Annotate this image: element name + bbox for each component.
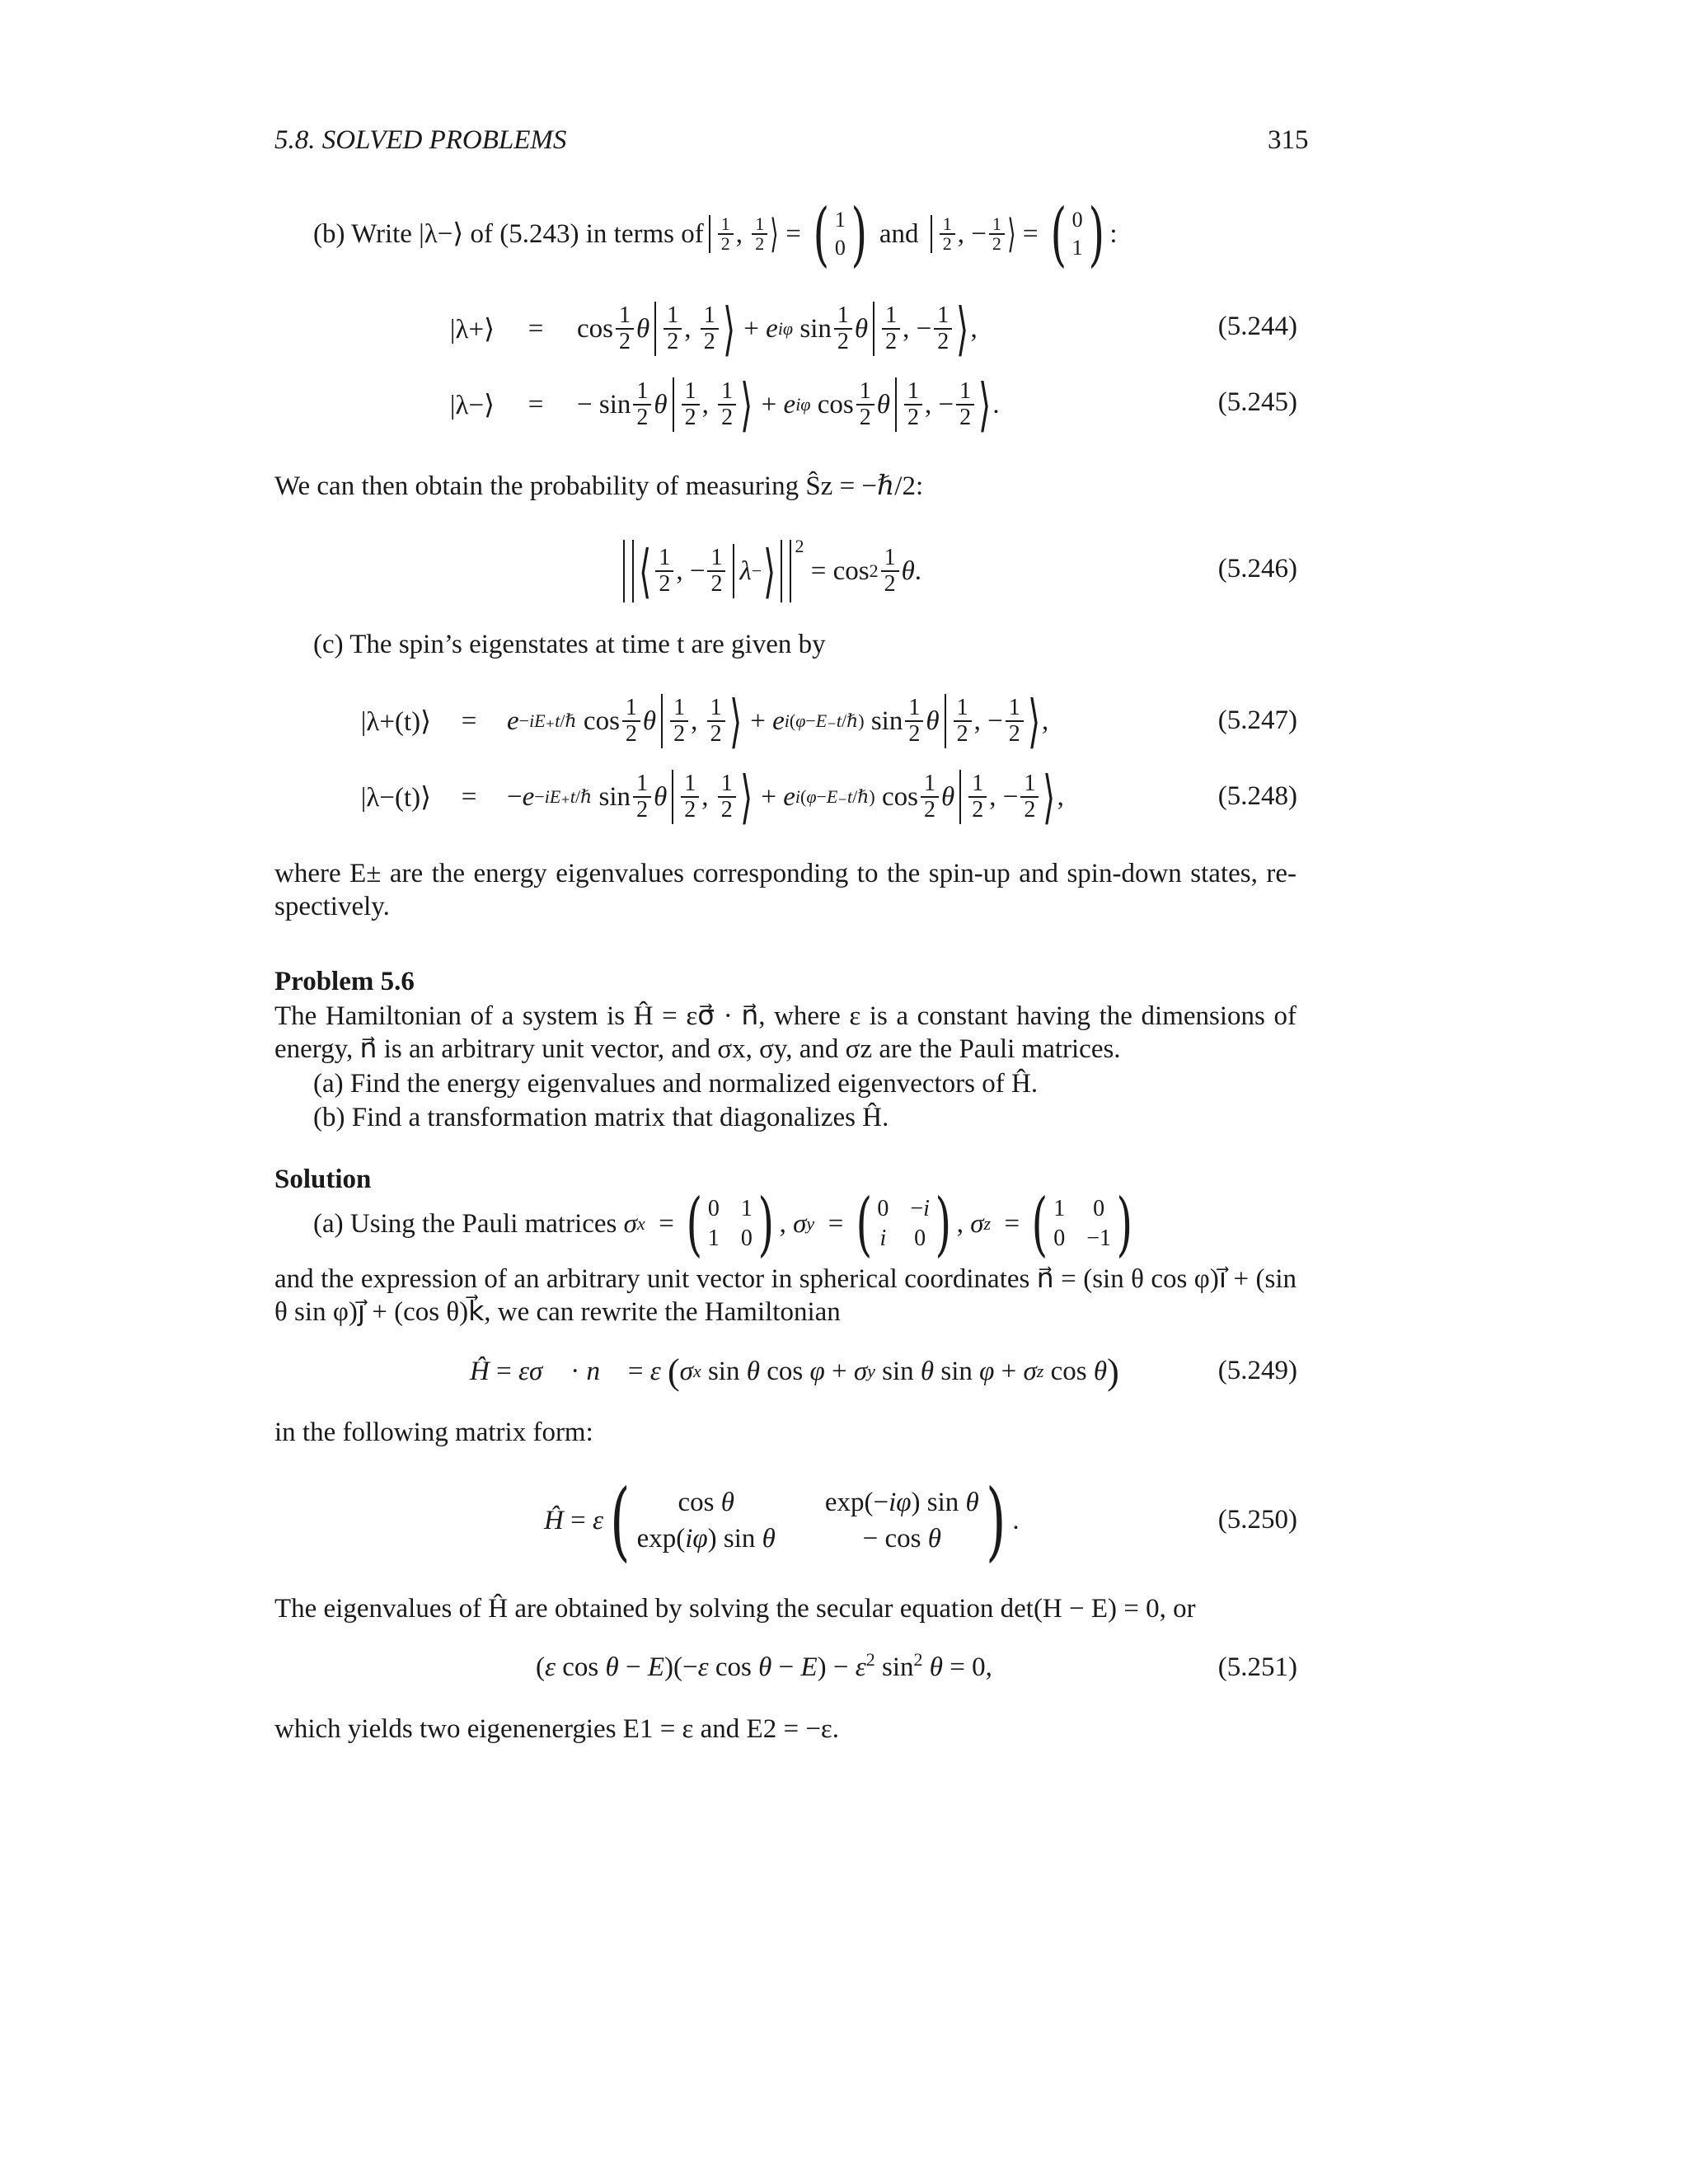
yields-text: which yields two eigenenergies E1 = ε and E2 = −ε. xyxy=(274,1714,840,1744)
eigenvalue-text: The eigenvalues of Ĥ are obtained by solving the secular equation det(H − E) = 0, or xyxy=(274,1594,1196,1624)
equation-5-249: Ĥ = ε σ⃗ · n⃗ = ε ( σ x sin θ cos φ + σ y sin θ sin φ + σ z cos θ ) xyxy=(470,1351,1119,1392)
eq-5-244-number: (5.244) xyxy=(1217,312,1297,341)
equation-5-251: (ε cos θ − E)(−ε $\cos \theta - E) - \varepsilon^2$ $\sin^2 \theta = 0$, xyxy=(536,1649,992,1682)
running-head: 5.8. SOLVED PROBLEMS xyxy=(274,125,567,155)
and-word: and xyxy=(879,219,919,249)
spin-down-column: 0 1 xyxy=(1071,208,1083,260)
equation-5-250: Ĥ = ε ( cos θ exp(−iφ) sin θ exp(iφ) sin θ − cos θ ) . xyxy=(544,1470,1020,1571)
eq-5-245-lhs: |λ−⟩ xyxy=(449,391,495,420)
unit-vector-paragraph: and the expression of an arbitrary unit vector in spherical coordinates n⃗ = (sin θ cos φ)i⃗ + (sin θ sin φ)j⃗ + (cos θ)k⃗, we can rewrite the Hamiltonian xyxy=(274,1264,1296,1327)
eq-5-244-lhs: |λ+⟩ xyxy=(449,315,495,344)
equation-5-247: |λ+(t)⟩ = e −iE₊t/ℏ cos $\frac{1}{2}$ θ $\frac{1}{2}$ , $\frac{1}{2}$ ⟩ + e i(φ−E₋t/ℏ) sin $\frac{1}{2}$ θ $\frac{1}{2}$ , − $\frac{1}{2}$ ⟩ , xyxy=(274,686,1048,757)
part-b-line: (b) Write |λ−⟩ of (5.243) in terms of $\frac{1}{2}$ , $\frac{1}{2}$ ⟩ = ( 1 0 ) and $\frac{1}{2}$ , − $\frac{1}{2}$ ⟩ = ( 0 1 ) : xyxy=(313,194,1118,274)
equation-5-248: |λ−(t)⟩ = − e −iE₊t/ℏ sin $\frac{1}{2}$ θ $\frac{1}{2}$ , $\frac{1}{2}$ ⟩ + e i(φ−E₋t/ℏ) cos $\frac{1}{2}$ θ $\frac{1}{2}$ , − $\frac{1}{2}$ ⟩ , xyxy=(274,762,1064,832)
pauli-matrices-line: (a) Using the Pauli matrices σ x = ( 0 1 1 0 ) , σ y = ( 0 −i i 0 ) , σ z = ( 1 0 0 −1 ) xyxy=(313,1183,1133,1264)
sigma-z-matrix: 1 0 0 −1 xyxy=(1053,1196,1111,1251)
sigma-x-matrix: 0 1 1 0 xyxy=(707,1196,753,1251)
eq-5-248-number: (5.248) xyxy=(1217,781,1297,811)
problem-part-b: (b) Find a transformation matrix that diagonalizes Ĥ. xyxy=(313,1103,889,1132)
matrix-form-text: in the following matrix form: xyxy=(274,1418,593,1447)
part-b-intro: (b) Write |λ−⟩ of (5.243) in terms of xyxy=(313,219,704,249)
eq-5-249-number: (5.249) xyxy=(1217,1356,1297,1385)
eq-5-250-number: (5.250) xyxy=(1217,1505,1297,1535)
sigma-y-matrix: 0 −i i 0 xyxy=(877,1196,930,1251)
pauli-intro: (a) Using the Pauli matrices xyxy=(313,1209,617,1239)
eq-5-245-number: (5.245) xyxy=(1217,387,1297,417)
eq-5-246-number: (5.246) xyxy=(1217,554,1297,583)
eq-5-251-number: (5.251) xyxy=(1217,1652,1297,1682)
part-c-text: (c) The spin’s eigenstates at time t are given by xyxy=(313,630,826,659)
page-number: 315 xyxy=(1268,125,1309,155)
eq-5-248-lhs: |λ−(t)⟩ xyxy=(360,783,431,813)
spin-up-column: 1 0 xyxy=(834,208,846,260)
problem-title: Problem 5.6 xyxy=(274,967,415,996)
problem-statement: The Hamiltonian of a system is Ĥ = εσ⃗ · n⃗, where ε is a constant having the dimensions of energy, n⃗ is an arbitrary unit vector, and σx, σy, and σz are the Pauli matrices. xyxy=(274,1001,1296,1064)
where-paragraph: where E± are the energy eigenvalues corresponding to the spin-up and spin-down states, re- spectively. xyxy=(274,859,1296,921)
hamiltonian-matrix: cos θ exp(−iφ) sin θ exp(iφ) sin θ − cos θ xyxy=(636,1488,979,1554)
equation-5-246: ⟨ $\frac{1}{2}$ , − $\frac{1}{2}$ λ − ⟩ $^2$ = cos 2 $\frac{1}{2}$ θ . xyxy=(620,532,921,611)
solution-title: Solution xyxy=(274,1165,372,1194)
eq-5-247-lhs: |λ+(t)⟩ xyxy=(360,707,431,737)
equation-5-244: |λ+⟩ = cos $\frac{1}{2}$ θ $\frac{1}{2}$ , $\frac{1}{2}$ ⟩ + e iφ sin $\frac{1}{2}$ θ $\frac{1}{2}$ , − $\frac{1}{2}$ ⟩ , xyxy=(313,293,978,364)
eq-5-247-number: (5.247) xyxy=(1217,705,1297,735)
equation-5-245: |λ−⟩ = − sin $\frac{1}{2}$ θ $\frac{1}{2}$ , $\frac{1}{2}$ ⟩ + e iφ cos $\frac{1}{2}$ θ $\frac{1}{2}$ , − $\frac{1}{2}$ ⟩ . xyxy=(313,369,1000,440)
probability-text: We can then obtain the probability of measuring Ŝz = −ℏ/2: xyxy=(274,471,924,501)
problem-part-a: (a) Find the energy eigenvalues and normalized eigenvectors of Ĥ. xyxy=(313,1069,1039,1099)
